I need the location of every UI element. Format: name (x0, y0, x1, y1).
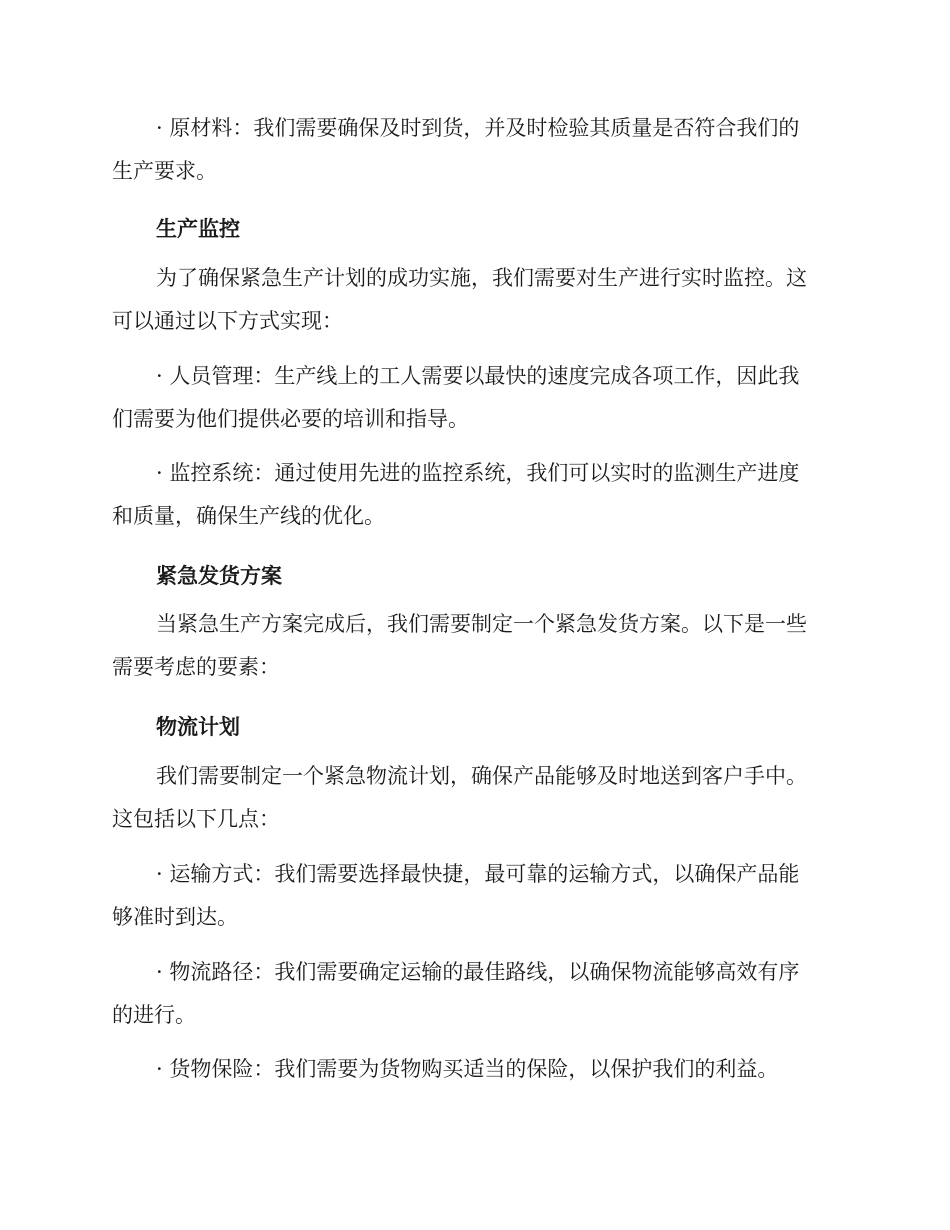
text-line: · 监控系统：通过使用先进的监控系统，我们可以实时的监测生产进度 (156, 461, 800, 485)
text-line: · 运输方式：我们需要选择最快捷，最可靠的运输方式，以确保产品能 (156, 862, 800, 886)
section-heading-logistics-plan: 物流计划 (156, 715, 240, 739)
section-heading-emergency-shipping: 紧急发货方案 (156, 564, 282, 588)
text-line: · 人员管理：生产线上的工人需要以最快的速度完成各项工作，因此我 (156, 364, 800, 388)
section-heading-production-monitoring: 生产监控 (156, 217, 240, 241)
text-line: 我们需要制定一个紧急物流计划，确保产品能够及时地送到客户手中。 (156, 764, 807, 788)
paragraph-logistics-intro (112, 766, 832, 830)
text-line: 为了确保紧急生产计划的成功实施，我们需要对生产进行实时监控。这 (156, 266, 807, 290)
paragraph-monitoring-intro (112, 268, 832, 332)
text-line: · 原材料：我们需要确保及时到货，并及时检验其质量是否符合我们的 (156, 116, 800, 140)
text-line: 生产要求。 (112, 159, 217, 183)
paragraph-shipping-intro (112, 614, 832, 678)
paragraph-raw-materials (112, 118, 832, 182)
text-line: 的进行。 (112, 1003, 196, 1027)
text-line: 当紧急生产方案完成后，我们需要制定一个紧急发货方案。以下是一些 (156, 612, 807, 636)
text-line: 需要考虑的要素： (112, 655, 280, 679)
paragraph-transport-mode (112, 864, 832, 928)
text-line: 和质量，确保生产线的优化。 (112, 504, 385, 528)
text-line: · 物流路径：我们需要确定运输的最佳路线，以确保物流能够高效有序 (156, 960, 800, 984)
paragraph-personnel-management (112, 366, 832, 430)
paragraph-logistics-route (112, 962, 832, 1026)
text-line: 可以通过以下方式实现： (112, 309, 343, 333)
text-line: 够准时到达。 (112, 905, 238, 929)
paragraph-monitoring-system (112, 463, 832, 527)
text-line: · 货物保险：我们需要为货物购买适当的保险，以保护我们的利益。 (156, 1057, 779, 1081)
text-line: 这包括以下几点： (112, 807, 280, 831)
text-line: 们需要为他们提供必要的培训和指导。 (112, 407, 469, 431)
paragraph-cargo-insurance (112, 1059, 832, 1080)
